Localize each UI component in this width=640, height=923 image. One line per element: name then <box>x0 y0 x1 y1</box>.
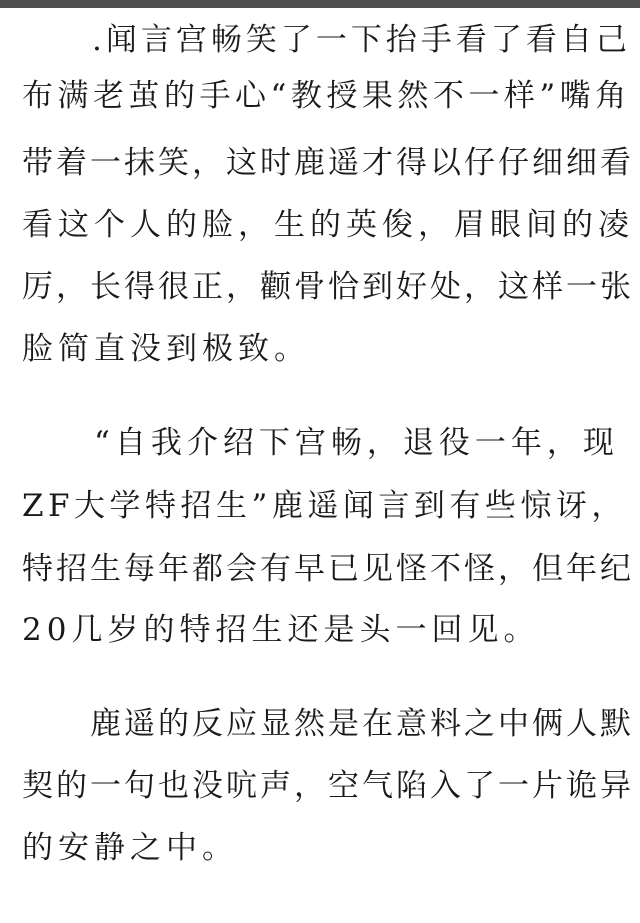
text-line: 契的一句也没吭声，空气陷入了一片诡异 <box>22 768 634 804</box>
text-line: 看这个人的脸，生的英俊，眉眼间的凌 <box>22 207 634 243</box>
text-line: “自我介绍下宫畅，退役一年，现 <box>22 425 619 461</box>
text-line: 带着一抹笑，这时鹿遥才得以仔仔细细看 <box>22 145 634 181</box>
text-line: 鹿遥的反应显然是在意料之中俩人默 <box>22 706 634 742</box>
text-line: 厉，长得很正，颧骨恰到好处，这样一张 <box>22 269 634 305</box>
text-line: 20几岁的特招生还是头一回见。 <box>22 612 540 648</box>
top-edge-bar <box>0 0 640 8</box>
text-line: .闻言宫畅笑了一下抬手看了看自己 <box>22 22 631 58</box>
text-line: 的安静之中。 <box>22 830 238 866</box>
text-line: ZF大学特招生”鹿遥闻言到有些惊讶， <box>22 488 627 524</box>
text-line: 特招生每年都会有早已见怪不怪，但年纪 <box>22 551 634 587</box>
text-line: 脸简直没到极致。 <box>22 331 310 367</box>
text-line: 布满老茧的手心“教授果然不一样”嘴角 <box>22 78 631 114</box>
